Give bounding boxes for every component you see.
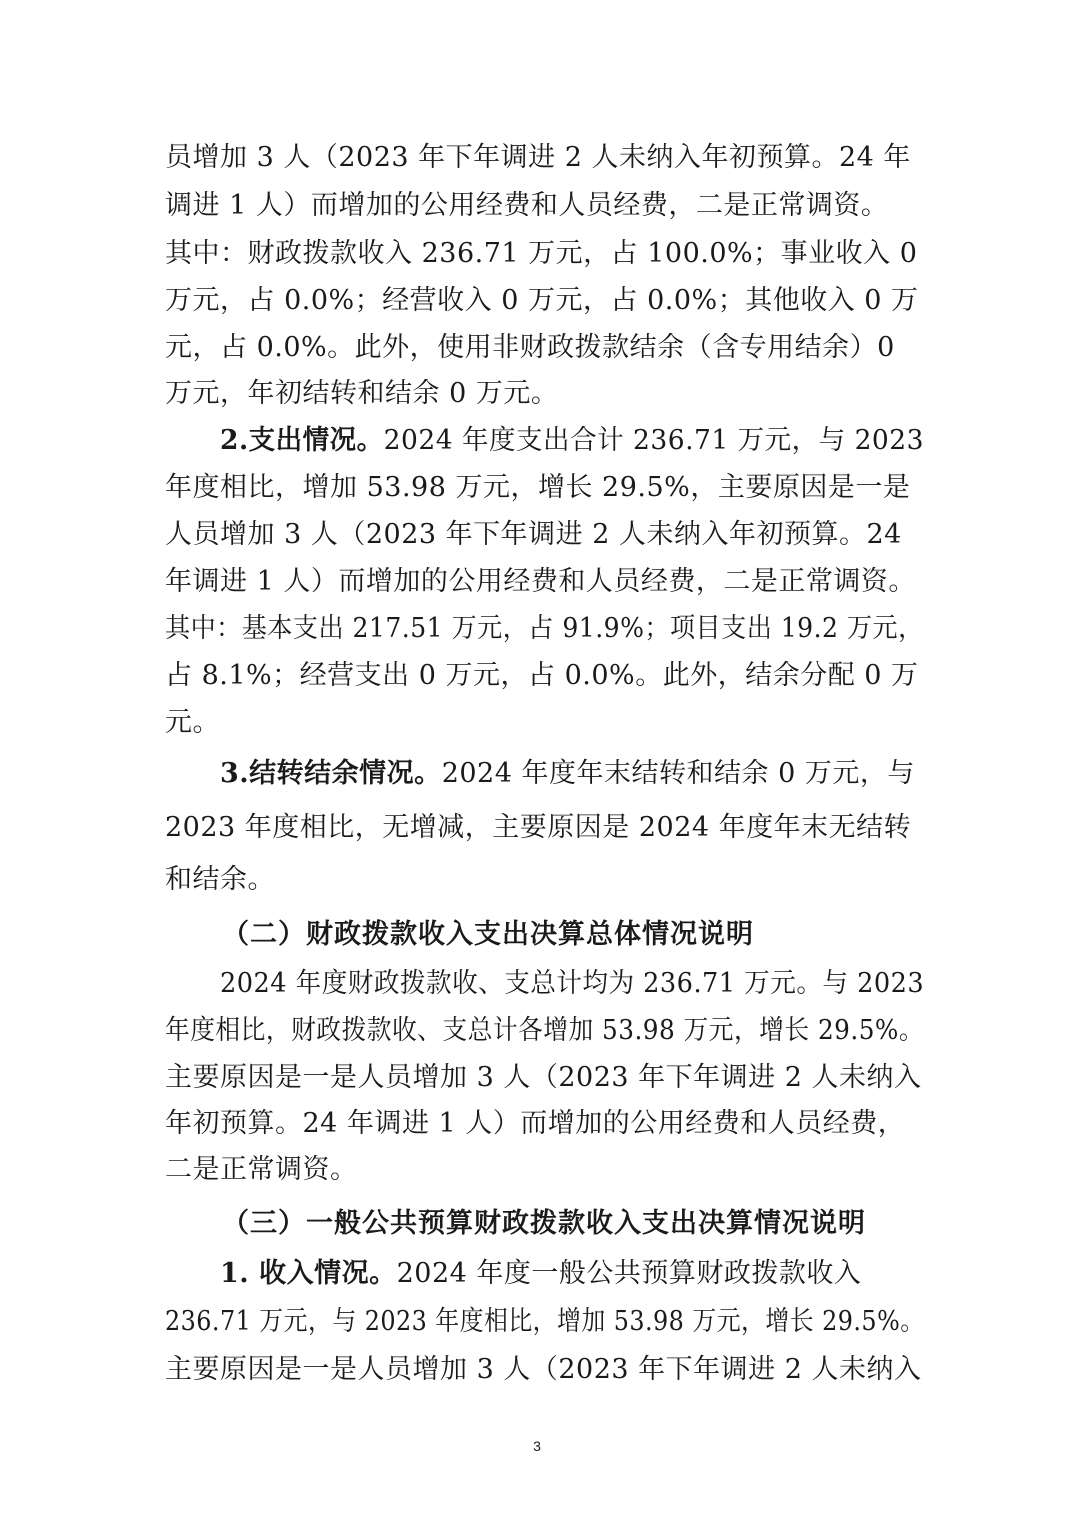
paragraph-line: 万元，占 0.0%；经营收入 0 万元，占 0.0%；其他收入 0 万 [165, 285, 919, 316]
section-heading: （二）财政拨款收入支出决算总体情况说明 [222, 919, 754, 950]
paragraph-line: 236.71 万元，与 2023 年度相比，增加 53.98 万元，增长 29.5%。 [165, 1306, 925, 1337]
carryover-first-text: 2024 年度年末结转和结余 0 万元，与 [441, 758, 915, 789]
paragraph-line: 元，占 0.0%。此外，使用非财政拨款结余（含专用结余）0 [165, 332, 895, 363]
paragraph-line: 员增加 3 人（2023 年下年调进 2 人未纳入年初预算。24 年 [165, 142, 911, 173]
paragraph-line: 2023 年度相比，无增减，主要原因是 2024 年度年末无结转 [165, 812, 912, 843]
expenditure-heading: 2.支出情况。 [220, 425, 384, 456]
paragraph-line: 主要原因是一是人员增加 3 人（2023 年下年调进 2 人未纳入 [165, 1062, 922, 1093]
paragraph-line: 年度相比，财政拨款收、支总计各增加 53.98 万元，增长 29.5%。 [165, 1015, 925, 1046]
paragraph-line: 元。 [165, 707, 220, 738]
carryover-heading: 3.结转结余情况。 [220, 758, 442, 789]
paragraph-line: 人员增加 3 人（2023 年下年调进 2 人未纳入年初预算。24 [165, 519, 902, 550]
paragraph-line: 调进 1 人）而增加的公用经费和人员经费，二是正常调资。 [165, 190, 889, 221]
paragraph-line: 占 8.1%；经营支出 0 万元，占 0.0%。此外，结余分配 0 万 [165, 660, 919, 691]
income-first-text: 2024 年度一般公共预算财政拨款收入 [396, 1258, 862, 1289]
paragraph-line: 其中：财政拨款收入 236.71 万元，占 100.0%；事业收入 0 [165, 238, 918, 269]
carryover-first-line [220, 756, 915, 792]
paragraph-line: 万元，年初结转和结余 0 万元。 [165, 378, 559, 409]
paragraph-line: 二是正常调资。 [165, 1154, 358, 1185]
section-heading: （三）一般公共预算财政拨款收入支出决算情况说明 [222, 1208, 866, 1239]
income-heading: 1. 收入情况。 [220, 1258, 397, 1289]
paragraph-line: 年调进 1 人）而增加的公用经费和人员经费，二是正常调资。 [165, 566, 916, 597]
expenditure-first-line [220, 423, 924, 459]
paragraph-line: 主要原因是一是人员增加 3 人（2023 年下年调进 2 人未纳入 [165, 1354, 922, 1385]
paragraph-line: 2024 年度财政拨款收、支总计均为 236.71 万元。与 2023 [220, 968, 925, 999]
paragraph-line: 年度相比，增加 53.98 万元，增长 29.5%，主要原因是一是 [165, 472, 911, 503]
paragraph-line: 和结余。 [165, 864, 275, 895]
expenditure-first-text: 2024 年度支出合计 236.71 万元，与 2023 [383, 425, 925, 456]
income-first-line [220, 1256, 861, 1292]
paragraph-line: 年初预算。24 年调进 1 人）而增加的公用经费和人员经费， [165, 1108, 906, 1139]
page-number: 3 [533, 1438, 541, 1454]
paragraph-line: 其中：基本支出 217.51 万元，占 91.9%；项目支出 19.2 万元， [165, 613, 924, 644]
